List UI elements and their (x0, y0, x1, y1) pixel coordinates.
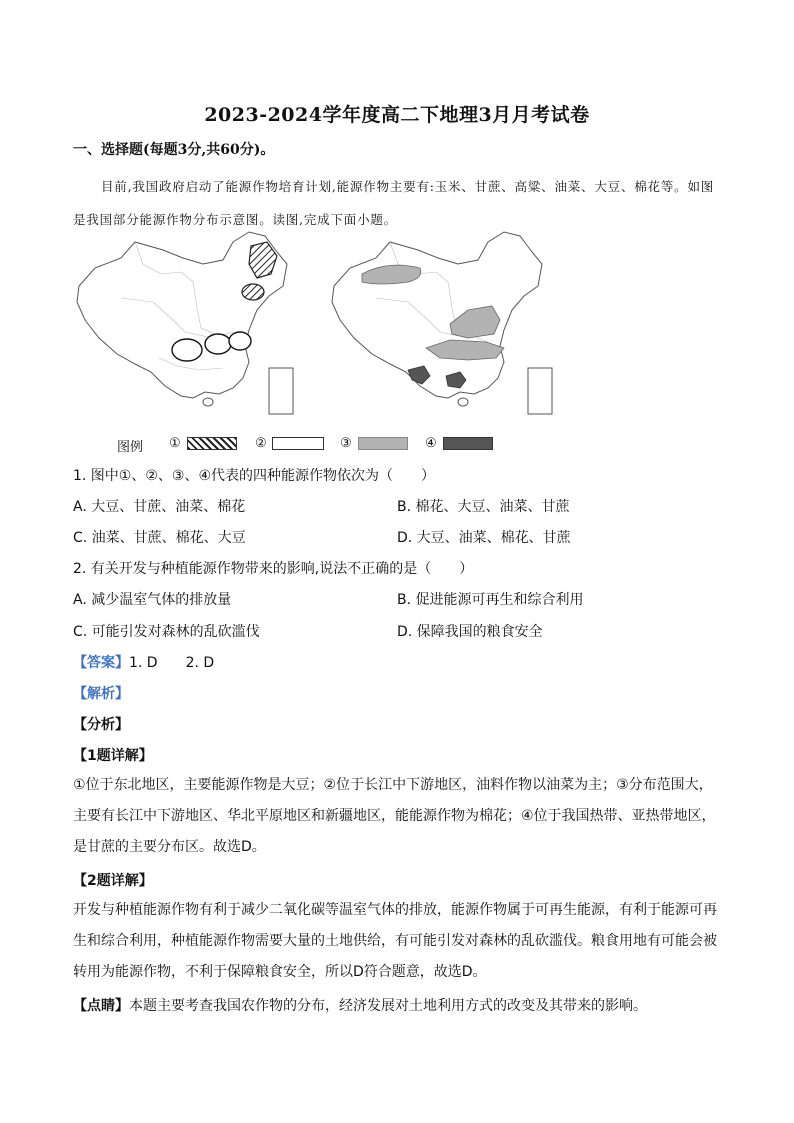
section-heading: 一、选择题(每题3分,共60分)。 (73, 142, 275, 158)
legend-swatch-darkgray (443, 437, 493, 450)
legend-marker-3: ③ (340, 436, 352, 451)
comment-text: 本题主要考查我国农作物的分布，经济发展对土地利用方式的改变及其带来的影响。 (129, 998, 647, 1014)
q1-option-c: C. 油菜、甘蔗、棉花、大豆 (73, 530, 246, 546)
fenxi-label: 【分析】 (73, 717, 129, 733)
south-sea-inset (269, 368, 293, 414)
hatched-region-2 (242, 284, 264, 300)
legend-marker-2: ② (255, 436, 267, 451)
q2-option-d: D. 保障我国的粮食安全 (397, 624, 543, 640)
page-title: 2023-2024学年度高二下地理3月月考试卷 (204, 104, 590, 126)
intro-text: 目前,我国政府启动了能源作物培育计划,能源作物主要有:玉米、甘蔗、高粱、油菜、大豆、棉花等。如图是我国部分能源作物分布示意图。读图,完成下面小题。 (73, 179, 715, 227)
detail2-label: 【2题详解】 (73, 873, 153, 889)
q1-option-d: D. 大豆、油菜、棉花、甘蔗 (397, 530, 571, 546)
q1-option-a: A. 大豆、甘蔗、油菜、棉花 (73, 499, 246, 515)
china-outline (332, 232, 542, 398)
map-right (328, 228, 560, 420)
analysis-label: 【解析】 (73, 686, 129, 702)
comment-label: 【点睛】 (73, 998, 129, 1014)
white-region-1 (172, 339, 202, 361)
legend-swatch-hatched (187, 437, 237, 450)
legend-marker-4: ④ (425, 436, 437, 451)
map-left (73, 228, 303, 420)
white-region-2 (205, 334, 231, 354)
answer-label: 【答案】 (73, 655, 129, 671)
question-2-stem: 2. 有关开发与种植能源作物带来的影响,说法不正确的是（ ） (73, 561, 474, 577)
answer-text: 1. D 2. D (129, 655, 215, 671)
south-sea-inset (528, 368, 552, 414)
legend-swatch-white (272, 437, 324, 450)
legend-swatch-lightgray (358, 437, 408, 450)
answer-line (73, 652, 214, 672)
comment-line (73, 995, 647, 1015)
q2-option-b: B. 促进能源可再生和综合利用 (397, 592, 584, 608)
legend-marker-1: ① (169, 436, 181, 451)
detail1-text: ①位于东北地区，主要能源作物是大豆；②位于长江中下游地区，油料作物以油菜为主；③分布范围大，主要有长江中下游地区、华北平原地区和新疆地区，能能源作物为棉花；④位于我国热带、亚热带地区，是甘蔗的主要分布区。故选D。 (73, 777, 716, 855)
legend-label: 图例 (117, 440, 144, 455)
q2-option-a: A. 减少温室气体的排放量 (73, 592, 232, 608)
question-1-stem: 1. 图中①、②、③、④代表的四种能源作物依次为（ ） (73, 468, 436, 484)
q2-option-c: C. 可能引发对森林的乱砍滥伐 (73, 624, 260, 640)
q1-option-b: B. 棉花、大豆、油菜、甘蔗 (397, 499, 570, 515)
white-region-3 (229, 332, 251, 350)
detail2-text: 开发与种植能源作物有利于减少二氧化碳等温室气体的排放，能源作物属于可再生能源，有利于能源可再生和综合利用，种植能源作物需要大量的土地供给，有可能引发对森林的乱砍滥伐。粮食用地有可能会被转用为能源作物，不利于保障粮食安全，所以D符合题意，故选D。 (73, 902, 717, 980)
detail1-label: 【1题详解】 (73, 748, 153, 764)
